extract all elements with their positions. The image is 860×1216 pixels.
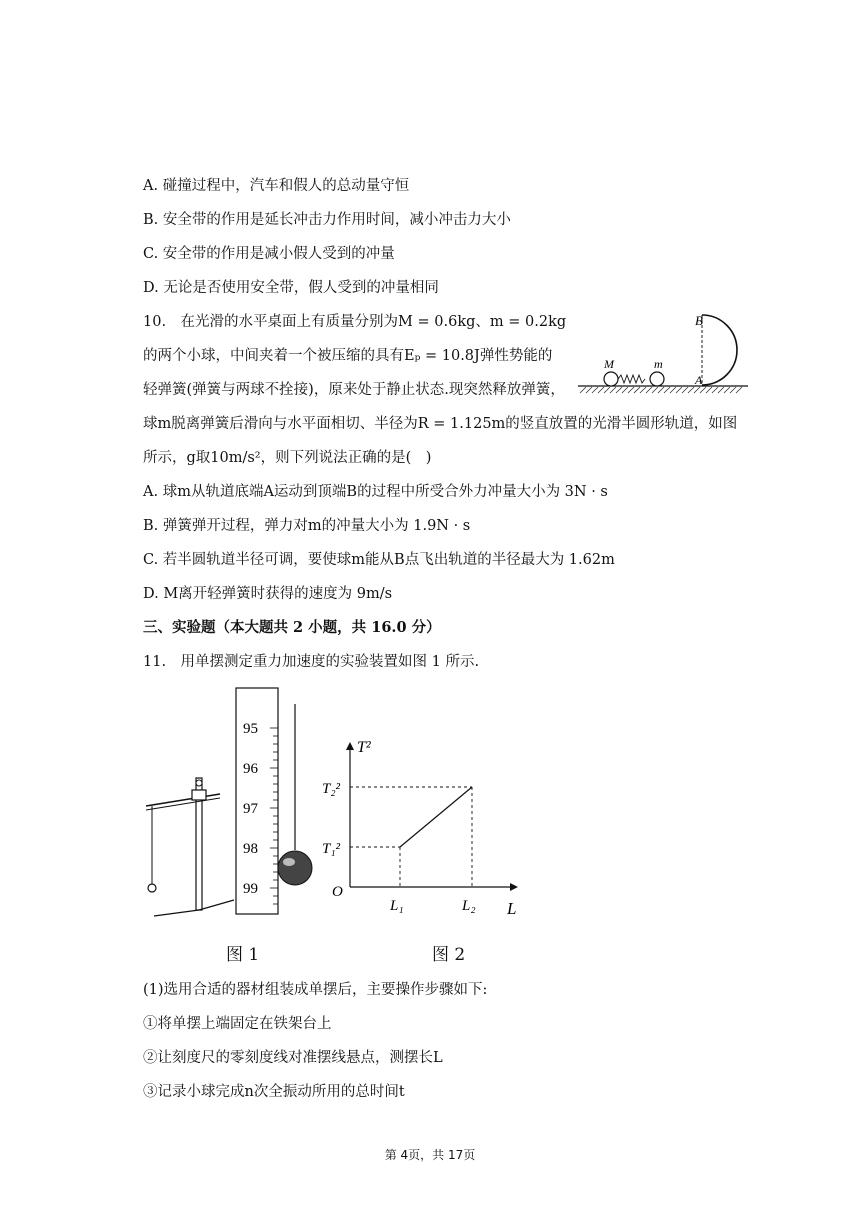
x-axis-arrow — [510, 883, 518, 891]
q9-option-d: D. 无论是否使用安全带，假人受到的冲量相同 — [143, 280, 439, 296]
spring — [618, 375, 645, 383]
q10-line-4: 球m脱离弹簧后滑向与水平面相切、半径为R = 1.125m的竖直放置的光滑半圆形轨道，如图 — [143, 416, 738, 432]
q9-option-c: C. 安全带的作用是减小假人受到的冲量 — [143, 246, 395, 262]
base-leg-right — [199, 900, 234, 910]
page-footer: 第 4页，共 17页 — [384, 1148, 476, 1162]
label-A: A — [695, 373, 703, 387]
q11-step-3: ③记录小球完成n次全振动所用的总时间t — [143, 1084, 405, 1100]
q10-line-1: 10. 在光滑的水平桌面上有质量分别为M = 0.6kg、m = 0.2kg — [143, 314, 567, 330]
q11-stem: 11. 用单摆测定重力加速度的实验装置如图 1 所示. — [143, 654, 480, 670]
q10-option-a: A. 球m从轨道底端A运动到顶端B的过程中所受合外力冲量大小为 3N · s — [143, 484, 608, 500]
q10-track-figure — [578, 305, 758, 397]
ruler-tick-96: 96 — [243, 761, 258, 777]
q10-option-b: B. 弹簧弹开过程，弹力对m的冲量大小为 1.9N · s — [143, 518, 471, 534]
figure-2-graph — [320, 730, 530, 920]
y-tick-T1: T₁² — [322, 841, 341, 857]
q10-line-3: 轻弹簧(弹簧与两球不拴接)，原来处于静止状态.现突然释放弹簧， — [143, 382, 565, 398]
q10-line-2: 的两个小球，中间夹着一个被压缩的具有Eₚ = 10.8J弹性势能的 — [143, 348, 553, 364]
x-axis-label: L — [507, 899, 517, 918]
small-bob — [148, 884, 156, 892]
y-tick-T2: T₂² — [322, 781, 341, 797]
origin-label: O — [332, 884, 343, 900]
figure-1-caption: 图 1 — [226, 945, 260, 965]
clamp — [192, 790, 206, 800]
figure-2-caption: 图 2 — [432, 945, 466, 965]
ground-hatch — [580, 387, 742, 393]
q11-step-1: ①将单摆上端固定在铁架台上 — [143, 1016, 332, 1032]
y-axis-label: T² — [357, 739, 371, 756]
label-m: m — [654, 357, 663, 371]
ruler-tick-98: 98 — [243, 841, 258, 857]
q9-option-b: B. 安全带的作用是延长冲击力作用时间，减小冲击力大小 — [143, 212, 511, 228]
semicircle-track — [702, 315, 737, 385]
ball-M — [604, 372, 618, 386]
bob-highlight — [283, 858, 295, 866]
q11-step-2: ②让刻度尺的零刻度线对准摆线悬点，测摆长L — [143, 1050, 443, 1066]
ruler-tick-97: 97 — [243, 801, 258, 817]
x-tick-L1: L₁ — [390, 898, 404, 914]
q10-option-c: C. 若半圆轨道半径可调，要使球m能从B点飞出轨道的半径最大为 1.62m — [143, 552, 615, 568]
pendulum-bob — [278, 851, 312, 885]
label-M: M — [604, 357, 614, 371]
figure-1-pendulum — [140, 686, 320, 918]
graph-line — [400, 787, 472, 847]
ruler-tick-99: 99 — [243, 881, 258, 897]
ball-m — [650, 372, 664, 386]
section-title: 三、实验题（本大题共 2 小题，共 16.0 分） — [143, 619, 441, 636]
y-axis-arrow — [346, 742, 354, 750]
base-leg-left — [154, 910, 199, 916]
ruler-tick-95: 95 — [243, 721, 258, 737]
clamp-knob — [196, 780, 202, 786]
q11-steps-intro: (1)选用合适的器材组装成单摆后，主要操作步骤如下: — [143, 982, 488, 998]
q9-option-a: A. 碰撞过程中，汽车和假人的总动量守恒 — [143, 178, 410, 194]
label-B: B — [695, 313, 703, 328]
q10-line-5: 所示，g取10m/s²，则下列说法正确的是( ) — [143, 450, 432, 466]
x-tick-L2: L₂ — [462, 898, 476, 914]
q10-option-d: D. M离开轻弹簧时获得的速度为 9m/s — [143, 586, 393, 602]
